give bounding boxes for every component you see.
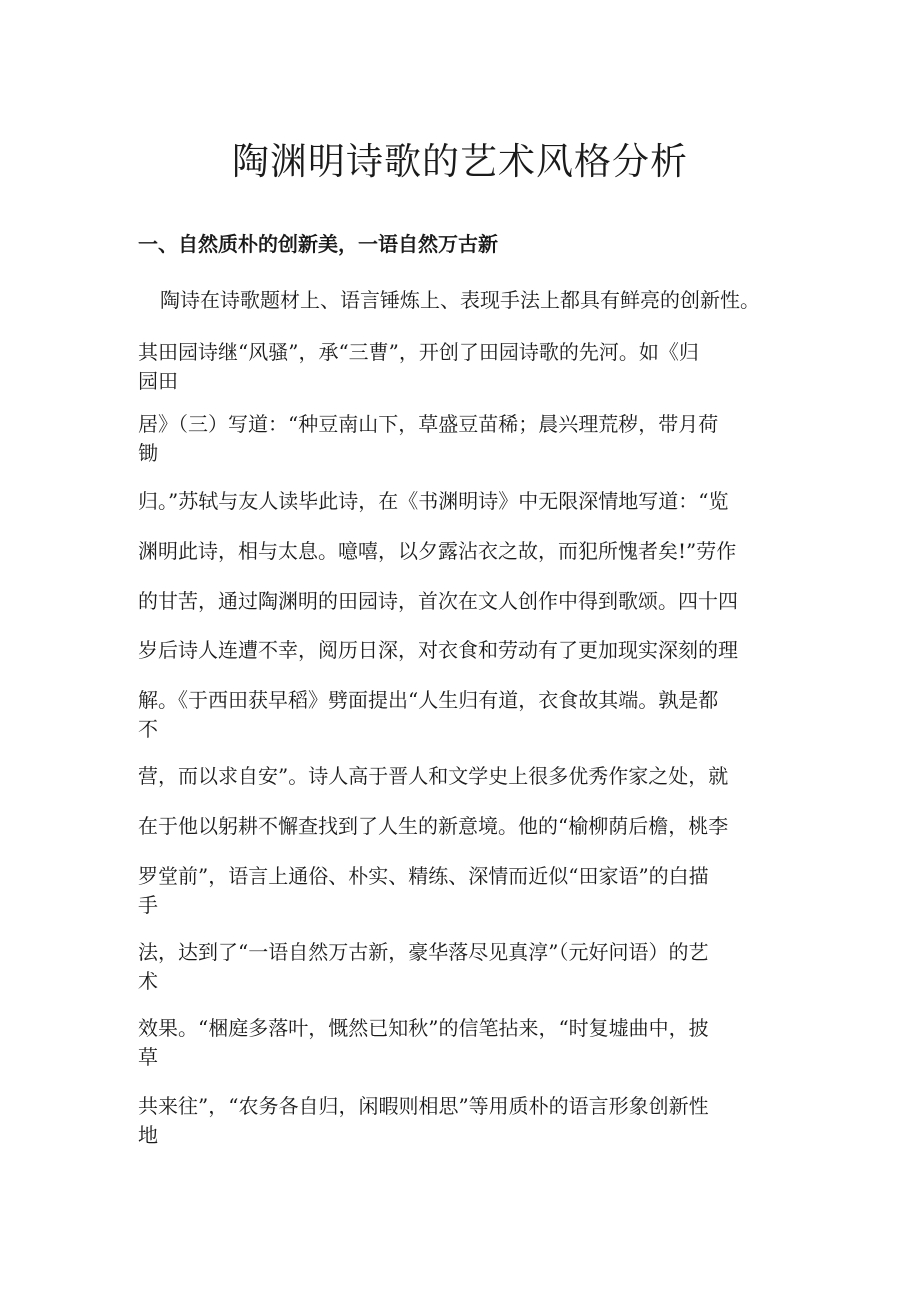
line-text: 地 [138, 1123, 158, 1147]
line-text: 居》（三）写道：“种豆南山下，草盛豆苗稀；晨兴理荒秽，带月荷 [138, 412, 719, 436]
line-text: 手 [138, 893, 158, 917]
line-text: 草 [138, 1045, 158, 1069]
paragraph-line [138, 938, 788, 996]
paragraph-line: 营，而以求自安”。诗人高于晋人和文学史上很多优秀作家之处，就 [138, 764, 729, 788]
section-heading: 一、自然质朴的创新美，一语自然万古新 [138, 232, 498, 256]
document-title: 陶渊明诗歌的艺术风格分析 [232, 140, 688, 183]
line-text: 法，达到了“一语自然万古新，豪华落尽见真淳”（元好问语）的艺 [138, 940, 709, 964]
line-text: 效果。“梱庭多落叶，慨然已知秋”的信笔拈来，“时复墟曲中，披 [138, 1016, 709, 1040]
line-text: 园田 [138, 369, 178, 393]
paragraph-line: 的甘苦，通过陶渊明的田园诗，首次在文人创作中得到歌颂。四十四 [138, 589, 738, 613]
paragraph-line: 陶诗在诗歌题材上、语言锤炼上、表现手法上都具有鲜亮的创新性。 [160, 288, 760, 312]
paragraph-line: 归。”苏轼与友人读毕此诗，在《书渊明诗》中无限深情地写道：“览 [138, 489, 729, 513]
line-text: 术 [138, 969, 158, 993]
paragraph-line [138, 686, 788, 744]
paragraph-line: 渊明此诗，相与太息。噫嘻，以夕露沾衣之故，而犯所愧者矣!”劳作 [138, 539, 737, 563]
line-text: 锄 [138, 441, 158, 465]
paragraph-line [138, 1092, 788, 1150]
line-text: 罗堂前”，语言上通俗、朴实、精练、深情而近似“田家语”的白描 [138, 864, 709, 888]
line-text: 不 [138, 717, 158, 741]
paragraph-line: 岁后诗人连遭不幸，阅历日深，对衣食和劳动有了更加现实深刻的理 [138, 638, 738, 662]
line-text: 其田园诗继“风骚”，承“三曹”，开创了田园诗歌的先河。如《归 [138, 340, 699, 364]
line-text: 解。《于西田获早稻》劈面提出“人生归有道，衣食故其端。孰是都 [138, 688, 719, 712]
paragraph-line [138, 338, 788, 396]
paragraph-line [138, 1014, 788, 1072]
paragraph-line [138, 410, 788, 468]
paragraph-line: 在于他以躬耕不懈查找到了人生的新意境。他的“榆柳荫后檐，桃李 [138, 814, 729, 838]
line-text: 共来往”，“农务各自归，闲暇则相思”等用质朴的语言形象创新性 [138, 1094, 709, 1118]
paragraph-line [138, 862, 788, 920]
